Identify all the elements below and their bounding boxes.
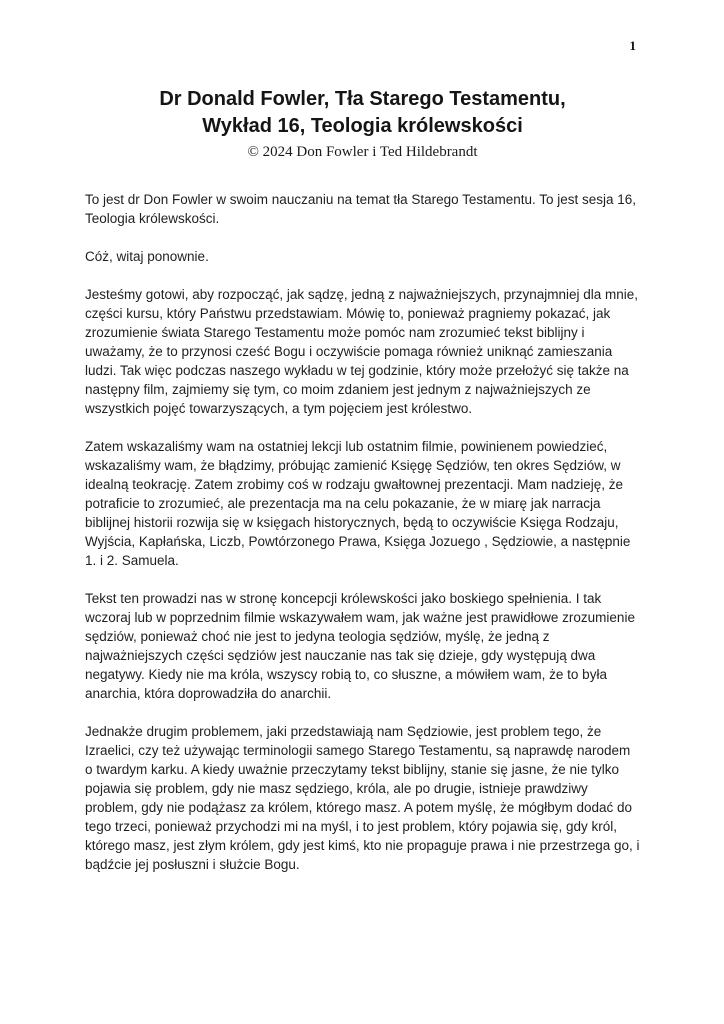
copyright-line: © 2024 Don Fowler i Ted Hildebrandt [247,144,478,160]
paragraph-6: Jednakże drugim problemem, jaki przedstawiają nam Sędziowie, jest problem tego, że Izraelici, czy też używając terminologii samego Starego Testamentu, są naprawdę narodem o twardym karku. A kiedy uważnie przeczytamy tekst biblijny, stanie się jasne, że nie tylko pojawia się problem, gdy nie masz sędziego, króla, ale po drugie, istnieje prawdziwy problem, gdy nie podążasz za królem, którego masz. A potem myślę, że mógłbym dodać do tego trzeci, ponieważ przychodzi mi na myśl, i to jest problem, który pojawia się, gdy król, którego masz, jest złym królem, gdy jest kimś, kto nie propaguje prawa i nie przestrzega go, i bądźcie jej posłuszni i służcie Bogu. [85,724,640,872]
paragraph-5: Tekst ten prowadzi nas w stronę koncepcji królewskości jako boskiego spełnienia. I tak wczoraj lub w poprzednim filmie wskazywałem wam, jak ważne jest prawidłowe zrozumienie sędziów, ponieważ choć nie jest to jedyna teologia sędziów, myślę, że jedną z najważniejszych części sędziów jest nauczanie nas tak się dzieje, gdy występują dwa negatywy. Kiedy nie ma króla, wszyscy robią to, co słuszne, a mówiłem wam, że to była anarchia, która doprowadziła do anarchii. [85,591,635,701]
document-title-line-1: Dr Donald Fowler, Tła Starego Testamentu, [159,88,566,110]
paragraph-4: Zatem wskazaliśmy wam na ostatniej lekcji lub ostatnim filmie, powinienem powiedzieć, wskazaliśmy wam, że błądzimy, próbując zamienić Księgę Sędziów, ten okres Sędziów, w idealną teokrację. Zatem zrobimy coś w rodzaju gwałtownej prezentacji. Mam nadzieję, że potraficie to zrozumieć, ale prezentacja ma na celu pokazanie, że w miarę jak narracja biblijnej historii rozwija się w księgach historycznych, będą to oczywiście Księga Rodzaju, Wyjścia, Kapłańska, Liczb, Powtórzonego Prawa, Księga Jozuego , Sędziowie, a następnie 1. i 2. Samuela. [85,439,631,568]
document-title-line-2: Wykład 16, Teologia królewskości [202,115,523,137]
document-title [85,86,640,140]
document-header [85,86,640,162]
document-body [85,190,640,874]
page-number: 1 [629,38,636,53]
paragraph-2: Cóż, witaj ponownie. [85,249,209,264]
paragraph-3: Jesteśmy gotowi, aby rozpocząć, jak sądzę, jedną z najważniejszych, przynajmniej dla mnie, części kursu, który Państwu przedstawiam. Mówię to, ponieważ pragniemy pokazać, jak zrozumienie świata Starego Testamentu może pomóc nam zrozumieć tekst biblijny i uważamy, że to przynosi cześć Bogu i oczywiście pomaga również uniknąć zamieszania ludzi. Tak więc podczas naszego wykładu w tej godzinie, który może przełożyć się także na następny film, zajmiemy się tym, co moim zdaniem jest jednym z najważniejszych ze wszystkich pojęć towarzyszących, a tym pojęciem jest królestwo. [85,287,639,416]
paragraph-1: To jest dr Don Fowler w swoim nauczaniu na temat tła Starego Testamentu. To jest sesja 16, Teologia królewskości. [85,192,637,226]
